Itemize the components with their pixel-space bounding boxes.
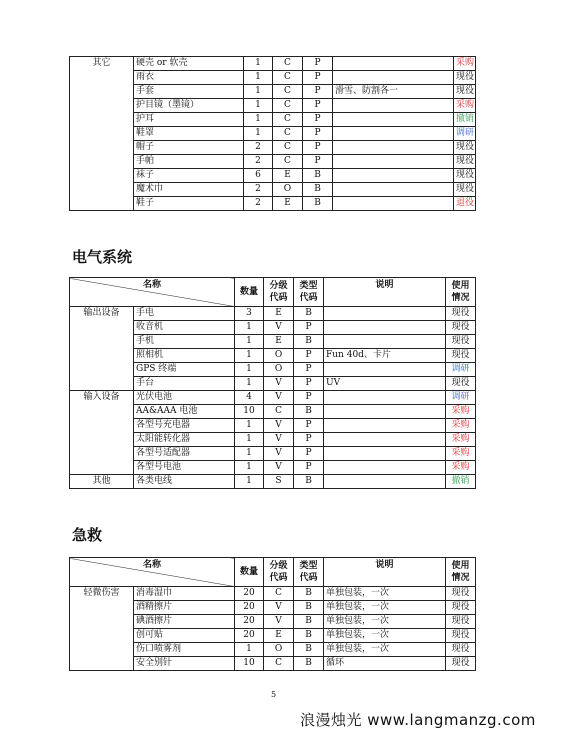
table-electric-body xyxy=(70,307,476,489)
item-note xyxy=(333,183,454,197)
item-note: UV xyxy=(324,377,446,391)
item-class-code: C xyxy=(273,113,303,127)
item-class-code: V xyxy=(264,433,294,447)
item-status: 现役 xyxy=(446,335,476,349)
item-note xyxy=(324,405,446,419)
item-status: 现役 xyxy=(454,85,476,99)
item-note xyxy=(324,447,446,461)
item-class-code: V xyxy=(264,419,294,433)
item-type-code: P xyxy=(294,447,324,461)
item-note xyxy=(324,363,446,377)
item-status: 现役 xyxy=(446,321,476,335)
item-note: 单独包装，一次 xyxy=(324,601,446,615)
item-note xyxy=(333,169,454,183)
header-qty: 数量 xyxy=(235,558,264,587)
item-class-code: C xyxy=(273,141,303,155)
item-qty: 1 xyxy=(235,377,264,391)
page-number: 5 xyxy=(271,690,277,699)
item-class-code: C xyxy=(273,85,303,99)
item-class-code: C xyxy=(273,57,303,71)
item-qty: 1 xyxy=(244,127,273,141)
item-qty: 1 xyxy=(244,85,273,99)
header-cls: 分级代码 xyxy=(264,278,294,307)
item-class-code: E xyxy=(264,307,294,321)
item-type-code: P xyxy=(303,57,333,71)
item-type-code: P xyxy=(294,419,324,433)
item-status: 现役 xyxy=(446,587,476,601)
item-status: 现役 xyxy=(454,155,476,169)
item-type-code: B xyxy=(294,335,324,349)
item-qty: 1 xyxy=(235,433,264,447)
item-status: 现役 xyxy=(446,657,476,671)
item-class-code: E xyxy=(273,169,303,183)
item-qty: 2 xyxy=(244,183,273,197)
item-type-code: B xyxy=(294,601,324,615)
group-label: 其它 xyxy=(70,57,134,211)
table-row xyxy=(70,587,476,601)
item-name: 各型号适配器 xyxy=(134,447,235,461)
item-note: 单独包装，一次 xyxy=(324,615,446,629)
item-type-code: B xyxy=(294,657,324,671)
item-note xyxy=(324,419,446,433)
section-title-firstaid: 急救 xyxy=(72,526,103,544)
item-class-code: V xyxy=(264,601,294,615)
item-status: 现役 xyxy=(446,307,476,321)
item-status: 现役 xyxy=(454,71,476,85)
item-type-code: B xyxy=(294,615,324,629)
item-class-code: O xyxy=(264,643,294,657)
item-name: 硬壳 or 软壳 xyxy=(134,57,244,71)
item-status: 现役 xyxy=(454,183,476,197)
item-class-code: C xyxy=(273,155,303,169)
item-class-code: O xyxy=(264,349,294,363)
item-type-code: P xyxy=(303,99,333,113)
item-status: 现役 xyxy=(446,601,476,615)
item-status: 采购 xyxy=(446,419,476,433)
item-qty: 1 xyxy=(235,643,264,657)
item-status: 现役 xyxy=(446,643,476,657)
item-name: 帽子 xyxy=(134,141,244,155)
item-note: 单独包装，一次 xyxy=(324,587,446,601)
item-class-code: V xyxy=(264,377,294,391)
item-note xyxy=(324,321,446,335)
item-qty: 1 xyxy=(244,99,273,113)
item-status: 现役 xyxy=(454,169,476,183)
item-name: 袜子 xyxy=(134,169,244,183)
item-status: 采购 xyxy=(446,461,476,475)
item-note xyxy=(324,335,446,349)
item-status: 现役 xyxy=(446,349,476,363)
item-class-code: E xyxy=(273,197,303,211)
item-type-code: B xyxy=(294,629,324,643)
item-status: 采购 xyxy=(446,433,476,447)
table-row xyxy=(70,475,476,489)
item-type-code: P xyxy=(303,127,333,141)
item-class-code: C xyxy=(264,405,294,419)
item-type-code: B xyxy=(303,169,333,183)
header-status: 使用情况 xyxy=(446,558,476,587)
item-note xyxy=(333,141,454,155)
item-status: 现役 xyxy=(454,141,476,155)
item-qty: 1 xyxy=(235,321,264,335)
header-note: 说明 xyxy=(324,558,446,587)
item-qty: 2 xyxy=(244,141,273,155)
item-class-code: C xyxy=(264,657,294,671)
item-status: 调研 xyxy=(446,363,476,377)
item-note: 单独包装，一次 xyxy=(324,643,446,657)
item-status: 撤销 xyxy=(446,475,476,489)
item-type-code: B xyxy=(303,183,333,197)
item-qty: 10 xyxy=(235,405,264,419)
item-note: 滑雪、防割各一 xyxy=(333,85,454,99)
item-name: 手台 xyxy=(134,377,235,391)
item-type-code: P xyxy=(303,85,333,99)
item-qty: 1 xyxy=(235,335,264,349)
item-name: 手套 xyxy=(134,85,244,99)
item-type-code: P xyxy=(303,71,333,85)
item-status: 采购 xyxy=(446,405,476,419)
item-name: 各型号电池 xyxy=(134,461,235,475)
header-note: 说明 xyxy=(324,278,446,307)
header-name: 名称 xyxy=(70,558,235,587)
item-name: 安全别针 xyxy=(134,657,235,671)
item-name: 手机 xyxy=(134,335,235,349)
item-type-code: B xyxy=(294,475,324,489)
item-name: 鞋罩 xyxy=(134,127,244,141)
item-note xyxy=(333,113,454,127)
item-note xyxy=(324,433,446,447)
item-status: 采购 xyxy=(454,99,476,113)
item-type-code: P xyxy=(294,433,324,447)
item-note xyxy=(324,307,446,321)
item-class-code: V xyxy=(264,447,294,461)
item-qty: 1 xyxy=(235,349,264,363)
item-qty: 1 xyxy=(244,71,273,85)
item-name: 护耳 xyxy=(134,113,244,127)
item-class-code: C xyxy=(273,127,303,141)
item-type-code: P xyxy=(294,461,324,475)
item-type-code: P xyxy=(294,349,324,363)
item-status: 退役 xyxy=(454,197,476,211)
group-label: 输出设备 xyxy=(70,307,134,391)
item-note xyxy=(333,57,454,71)
table-header-row xyxy=(70,558,476,587)
item-note: 循环 xyxy=(324,657,446,671)
item-name: 雨衣 xyxy=(134,71,244,85)
item-type-code: P xyxy=(303,113,333,127)
header-cls: 分级代码 xyxy=(264,558,294,587)
table-other xyxy=(69,56,476,211)
table-row xyxy=(70,307,476,321)
table-firstaid-body xyxy=(70,587,476,671)
item-class-code: C xyxy=(273,71,303,85)
item-type-code: B xyxy=(294,587,324,601)
item-type-code: P xyxy=(294,321,324,335)
item-type-code: B xyxy=(294,643,324,657)
item-status: 采购 xyxy=(446,447,476,461)
item-name: 收音机 xyxy=(134,321,235,335)
item-note xyxy=(324,475,446,489)
item-class-code: S xyxy=(264,475,294,489)
item-qty: 1 xyxy=(244,57,273,71)
item-name: AA&AAA 电池 xyxy=(134,405,235,419)
item-name: 手帕 xyxy=(134,155,244,169)
item-type-code: P xyxy=(303,155,333,169)
item-class-code: C xyxy=(273,99,303,113)
item-name: 碘酒擦片 xyxy=(134,615,235,629)
item-type-code: P xyxy=(303,141,333,155)
item-note: 单独包装，一次 xyxy=(324,629,446,643)
item-name: 各型号充电器 xyxy=(134,419,235,433)
item-name: 伤口喷雾剂 xyxy=(134,643,235,657)
item-name: 各类电线 xyxy=(134,475,235,489)
section-title-electric: 电气系统 xyxy=(72,248,133,266)
item-name: 魔术巾 xyxy=(134,183,244,197)
item-class-code: C xyxy=(264,587,294,601)
item-name: 手电 xyxy=(134,307,235,321)
table-firstaid xyxy=(69,557,476,671)
item-status: 现役 xyxy=(446,629,476,643)
item-qty: 20 xyxy=(235,601,264,615)
header-type: 类型代码 xyxy=(294,558,324,587)
item-qty: 1 xyxy=(235,475,264,489)
item-type-code: B xyxy=(294,307,324,321)
item-class-code: V xyxy=(264,321,294,335)
item-qty: 20 xyxy=(235,629,264,643)
item-note xyxy=(333,197,454,211)
item-status: 现役 xyxy=(446,377,476,391)
group-label: 输入设备 xyxy=(70,391,134,475)
item-qty: 1 xyxy=(235,363,264,377)
item-name: 创可贴 xyxy=(134,629,235,643)
table-other-body xyxy=(70,57,476,211)
item-class-code: E xyxy=(264,629,294,643)
item-qty: 1 xyxy=(244,113,273,127)
item-note xyxy=(324,461,446,475)
item-class-code: V xyxy=(264,615,294,629)
item-qty: 20 xyxy=(235,587,264,601)
item-note xyxy=(324,391,446,405)
item-type-code: B xyxy=(294,405,324,419)
item-type-code: P xyxy=(294,377,324,391)
item-name: 照相机 xyxy=(134,349,235,363)
item-qty: 6 xyxy=(244,169,273,183)
item-qty: 1 xyxy=(235,419,264,433)
item-qty: 2 xyxy=(244,197,273,211)
item-name: 酒精擦片 xyxy=(134,601,235,615)
item-type-code: P xyxy=(294,391,324,405)
item-name: 护目镜（墨镜） xyxy=(134,99,244,113)
header-status: 使用情况 xyxy=(446,278,476,307)
group-label: 其他 xyxy=(70,475,134,489)
item-status: 采购 xyxy=(454,57,476,71)
item-class-code: O xyxy=(273,183,303,197)
table-row xyxy=(70,57,476,71)
watermark: 浪漫烛光 www.langmanzg.com xyxy=(300,711,536,729)
item-status: 调研 xyxy=(454,127,476,141)
header-name: 名称 xyxy=(70,278,235,307)
group-label: 轻微伤害 xyxy=(70,587,134,671)
item-note: Fun 40d、卡片 xyxy=(324,349,446,363)
header-qty: 数量 xyxy=(235,278,264,307)
item-qty: 10 xyxy=(235,657,264,671)
item-type-code: P xyxy=(294,363,324,377)
item-qty: 4 xyxy=(235,391,264,405)
item-class-code: V xyxy=(264,391,294,405)
item-qty: 1 xyxy=(235,461,264,475)
header-type: 类型代码 xyxy=(294,278,324,307)
item-note xyxy=(333,99,454,113)
item-name: 太阳能转化器 xyxy=(134,433,235,447)
item-name: GPS 终端 xyxy=(134,363,235,377)
item-class-code: O xyxy=(264,363,294,377)
item-note xyxy=(333,71,454,85)
item-qty: 1 xyxy=(235,447,264,461)
item-name: 消毒湿巾 xyxy=(134,587,235,601)
item-class-code: E xyxy=(264,335,294,349)
item-qty: 2 xyxy=(244,155,273,169)
table-row xyxy=(70,391,476,405)
item-status: 撤销 xyxy=(454,113,476,127)
item-name: 光伏电池 xyxy=(134,391,235,405)
item-note xyxy=(333,127,454,141)
item-type-code: B xyxy=(303,197,333,211)
table-header-row xyxy=(70,278,476,307)
item-name: 鞋子 xyxy=(134,197,244,211)
item-qty: 20 xyxy=(235,615,264,629)
item-class-code: V xyxy=(264,461,294,475)
item-status: 调研 xyxy=(446,391,476,405)
item-note xyxy=(333,155,454,169)
item-status: 现役 xyxy=(446,615,476,629)
table-electric xyxy=(69,277,476,489)
item-qty: 3 xyxy=(235,307,264,321)
